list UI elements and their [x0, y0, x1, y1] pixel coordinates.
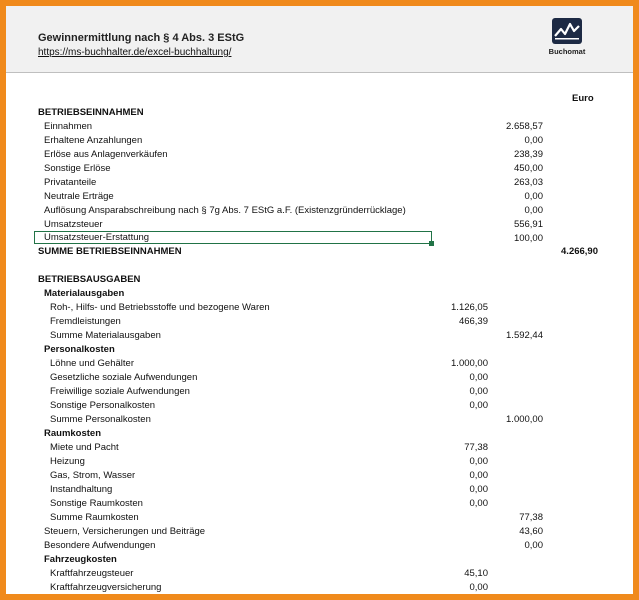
- website-link[interactable]: https://ms-buchhalter.de/excel-buchhaltung/: [38, 47, 232, 58]
- logo-text: Buchomat: [548, 47, 586, 56]
- cell-value[interactable]: 0,00: [469, 372, 488, 383]
- cell-value[interactable]: 100,00: [513, 233, 543, 244]
- material-sum-value[interactable]: 1.592,44: [506, 330, 543, 341]
- personal-sum-value[interactable]: 1.000,00: [506, 414, 543, 425]
- buchomat-logo: [542, 18, 592, 58]
- cell-label[interactable]: Erhaltene Anzahlungen: [44, 135, 143, 146]
- besondere-label[interactable]: Besondere Aufwendungen: [44, 540, 156, 551]
- worksheet: [6, 72, 633, 600]
- cell-label[interactable]: Gesetzliche soziale Aufwendungen: [50, 372, 198, 383]
- steuern-value[interactable]: 43,60: [519, 526, 543, 537]
- material-heading: Materialausgaben: [44, 288, 125, 299]
- cell-value[interactable]: 45,10: [464, 568, 488, 579]
- cell-label[interactable]: Neutrale Erträge: [44, 191, 114, 202]
- cell-label[interactable]: Sonstige Raumkosten: [50, 498, 143, 509]
- cell-value[interactable]: 77,38: [464, 442, 488, 453]
- ausgaben-heading: BETRIEBSAUSGABEN: [38, 274, 141, 285]
- cell-label[interactable]: Kraftfahrzeugsteuer: [50, 568, 134, 579]
- fill-handle[interactable]: [429, 241, 434, 246]
- fahrzeug-heading: Fahrzeugkosten: [44, 554, 117, 565]
- personal-sum-label[interactable]: Summe Personalkosten: [50, 414, 151, 425]
- einnahmen-heading: BETRIEBSEINNAHMEN: [38, 107, 144, 118]
- besondere-value[interactable]: 0,00: [524, 540, 543, 551]
- cell-value[interactable]: 556,91: [513, 219, 543, 230]
- cell-value[interactable]: 466,39: [458, 316, 488, 327]
- cell-label[interactable]: Roh-, Hilfs- und Betriebsstoffe und bezogene Waren: [50, 302, 270, 313]
- personal-heading: Personalkosten: [44, 344, 115, 355]
- steuern-label[interactable]: Steuern, Versicherungen und Beiträge: [44, 526, 206, 537]
- cell-label[interactable]: Fremdleistungen: [50, 316, 121, 327]
- einnahmen-sum-label[interactable]: SUMME BETRIEBSEINNAHMEN: [38, 246, 182, 257]
- cell-value[interactable]: 263,03: [513, 177, 543, 188]
- cell-value[interactable]: 2.658,57: [506, 121, 543, 132]
- cell-value[interactable]: 0,00: [469, 582, 488, 593]
- cell-value[interactable]: 0,00: [469, 470, 488, 481]
- cell-value[interactable]: 1.000,00: [451, 358, 488, 369]
- cell-label[interactable]: Löhne und Gehälter: [50, 358, 134, 369]
- raum-sum-label[interactable]: Summe Raumkosten: [50, 512, 139, 523]
- cell-label[interactable]: Freiwillige soziale Aufwendungen: [50, 386, 190, 397]
- cell-value[interactable]: 0,00: [524, 205, 543, 216]
- currency-label: Euro: [572, 93, 594, 104]
- cell-label[interactable]: Auflösung Ansparabschreibung nach § 7g Abs. 7 EStG a.F. (Existenzgründerrücklage): [44, 205, 406, 216]
- cell-value[interactable]: 0,00: [469, 484, 488, 495]
- cell-label[interactable]: Miete und Pacht: [50, 442, 119, 453]
- cell-label[interactable]: Umsatzsteuer: [44, 219, 103, 230]
- cell-value[interactable]: 0,00: [469, 456, 488, 467]
- cell-label[interactable]: Heizung: [50, 456, 85, 467]
- cell-label[interactable]: Kraftfahrzeugversicherung: [50, 582, 162, 593]
- raum-sum-value[interactable]: 77,38: [519, 512, 543, 523]
- material-sum-label[interactable]: Summe Materialausgaben: [50, 330, 161, 341]
- cell-value[interactable]: 0,00: [469, 400, 488, 411]
- cell-value[interactable]: 450,00: [513, 163, 543, 174]
- cell-label[interactable]: Sonstige Personalkosten: [50, 400, 156, 411]
- report-header: [6, 6, 633, 73]
- chart-line-icon: [552, 18, 582, 44]
- page-title: Gewinnermittlung nach § 4 Abs. 3 EStG: [38, 32, 245, 44]
- cell-label[interactable]: Sonstige Erlöse: [44, 163, 111, 174]
- cell-label[interactable]: Umsatzsteuer-Erstattung: [44, 232, 150, 243]
- cell-value[interactable]: 238,39: [513, 149, 543, 160]
- cell-value[interactable]: 0,00: [524, 191, 543, 202]
- cell-value[interactable]: 0,00: [469, 386, 488, 397]
- cell-label[interactable]: Gas, Strom, Wasser: [50, 470, 136, 481]
- cell-value[interactable]: 0,00: [469, 498, 488, 509]
- cell-label[interactable]: Instandhaltung: [50, 484, 113, 495]
- cell-label[interactable]: Privatanteile: [44, 177, 97, 188]
- cell-value[interactable]: 1.126,05: [451, 302, 488, 313]
- einnahmen-sum-value[interactable]: 4.266,90: [561, 246, 598, 257]
- cell-value[interactable]: 0,00: [524, 135, 543, 146]
- cell-label[interactable]: Erlöse aus Anlagenverkäufen: [44, 149, 168, 160]
- raum-heading: Raumkosten: [44, 428, 102, 439]
- cell-label[interactable]: Einnahmen: [44, 121, 93, 132]
